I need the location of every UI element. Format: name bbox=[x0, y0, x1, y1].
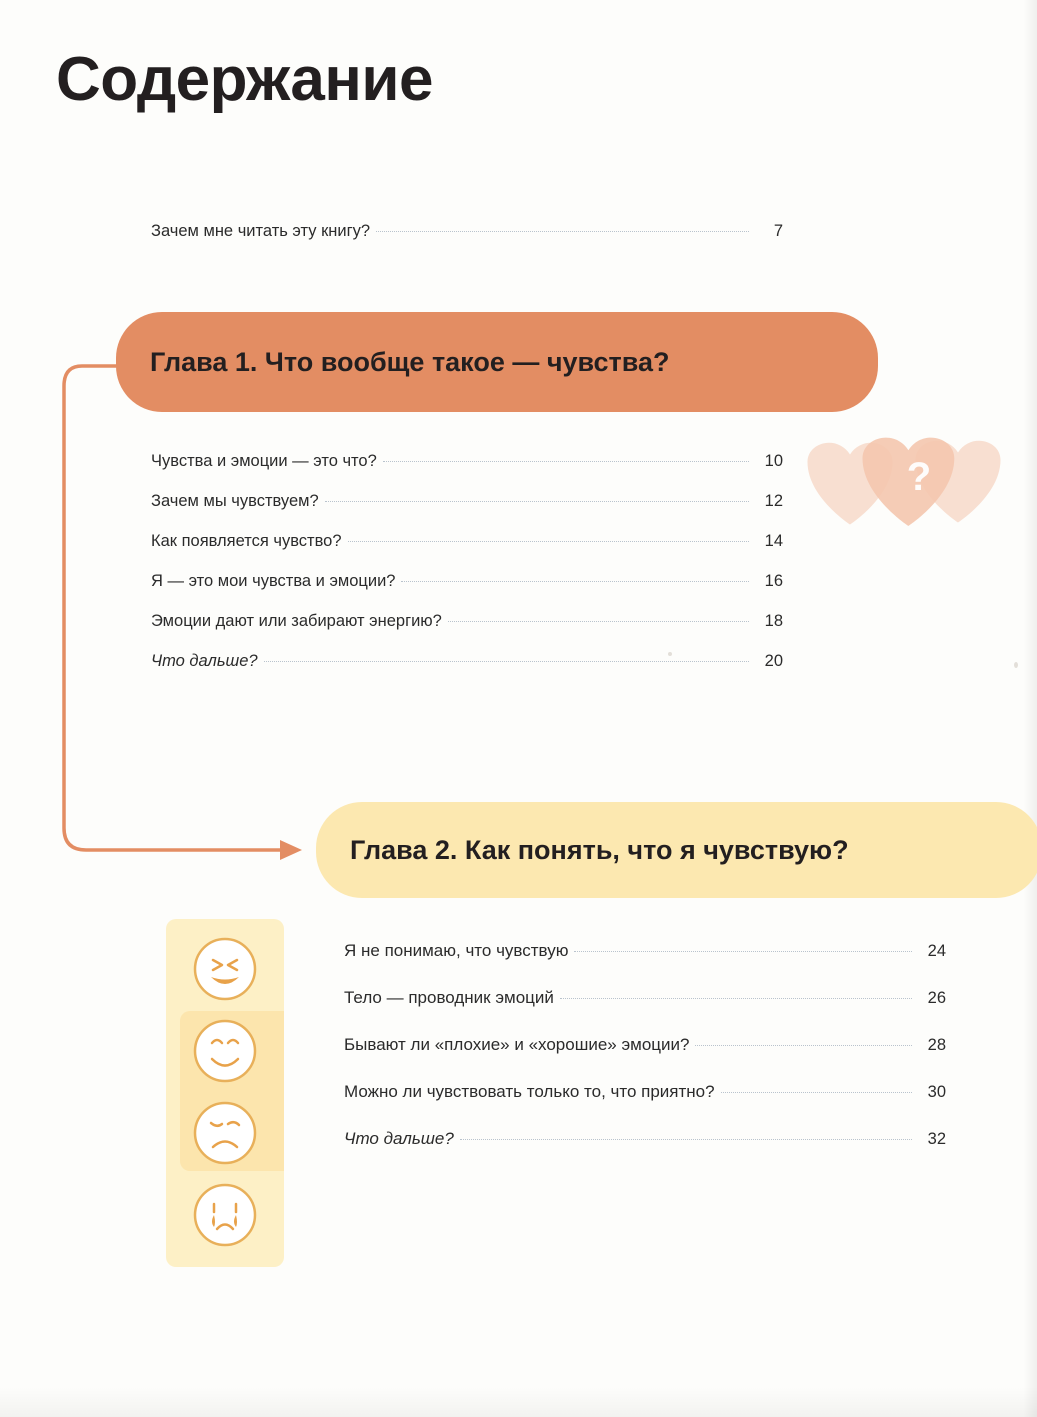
toc-entry-leader bbox=[560, 998, 912, 999]
toc-entry[interactable] bbox=[151, 452, 783, 471]
toc-entry-page: 30 bbox=[927, 1083, 946, 1101]
svg-text:?: ? bbox=[906, 455, 932, 499]
toc-entry-leader bbox=[574, 951, 912, 952]
toc-entry-title: Чувства и эмоции — это что? bbox=[151, 452, 377, 470]
toc-entry[interactable] bbox=[344, 1129, 946, 1149]
toc-entry[interactable] bbox=[344, 941, 946, 961]
toc-entry-leader bbox=[383, 461, 749, 462]
toc-entry-page: 32 bbox=[927, 1130, 946, 1148]
page-edge-shadow-bottom bbox=[0, 1387, 1037, 1417]
toc-entry-title: Зачем мы чувствуем? bbox=[151, 492, 319, 510]
toc-entry-page: 7 bbox=[773, 222, 783, 240]
toc-entry-leader bbox=[325, 501, 749, 502]
emoji-traffic-light-icon bbox=[166, 919, 284, 1267]
chapter-banner-2-label: Глава 2. Как понять, что я чувствую? bbox=[350, 834, 849, 865]
toc-entry[interactable] bbox=[151, 532, 783, 551]
toc-entry-title: Тело — проводник эмоций bbox=[344, 988, 554, 1007]
toc-list-chapter-1 bbox=[151, 452, 783, 692]
toc-entry-title: Что дальше? bbox=[344, 1129, 454, 1148]
toc-entry-intro[interactable] bbox=[151, 222, 783, 241]
toc-entry-leader bbox=[695, 1045, 912, 1046]
page-title: Содержание bbox=[56, 44, 433, 114]
toc-entry-page: 14 bbox=[764, 532, 783, 550]
toc-entry-leader bbox=[460, 1139, 912, 1140]
chapter-banner-1[interactable] bbox=[116, 312, 878, 412]
toc-entry-page: 26 bbox=[927, 989, 946, 1007]
toc-entry-leader bbox=[448, 621, 749, 622]
toc-entry-page: 20 bbox=[764, 652, 783, 670]
toc-entry-page: 12 bbox=[764, 492, 783, 510]
toc-entry-title: Зачем мне читать эту книгу? bbox=[151, 222, 371, 240]
toc-entry-leader bbox=[348, 541, 749, 542]
toc-entry-title: Я не понимаю, что чувствую bbox=[344, 941, 569, 960]
chapter-banner-2[interactable] bbox=[316, 802, 1037, 898]
toc-entry-title: Эмоции дают или забирают энергию? bbox=[151, 612, 442, 630]
toc-entry-page: 18 bbox=[764, 612, 783, 630]
toc-entry[interactable] bbox=[151, 652, 783, 671]
toc-entry[interactable] bbox=[151, 492, 783, 511]
toc-entry[interactable] bbox=[344, 988, 946, 1008]
toc-entry-page: 10 bbox=[764, 452, 783, 470]
toc-entry-leader bbox=[264, 661, 749, 662]
toc-entry-leader bbox=[401, 581, 749, 582]
toc-entry-title: Как появляется чувство? bbox=[151, 532, 342, 550]
question-hearts-icon bbox=[800, 424, 1037, 580]
toc-entry-page: 28 bbox=[927, 1036, 946, 1054]
toc-entry-leader bbox=[376, 231, 749, 232]
toc-list-chapter-2 bbox=[344, 941, 946, 1176]
toc-entry-page: 16 bbox=[764, 572, 783, 590]
toc-entry[interactable] bbox=[151, 572, 783, 591]
toc-entry-title: Я — это мои чувства и эмоции? bbox=[151, 572, 396, 590]
toc-entry-title: Бывают ли «плохие» и «хорошие» эмоции? bbox=[344, 1035, 690, 1054]
toc-entry-leader bbox=[721, 1092, 912, 1093]
scan-speck bbox=[1014, 662, 1018, 668]
toc-entry-title: Можно ли чувствовать только то, что приятно? bbox=[344, 1082, 715, 1101]
toc-entry-page: 24 bbox=[927, 942, 946, 960]
chapter-banner-1-label: Глава 1. Что вообще такое — чувства? bbox=[150, 346, 670, 377]
scan-speck bbox=[668, 652, 672, 656]
toc-entry[interactable] bbox=[344, 1082, 946, 1102]
toc-entry[interactable] bbox=[344, 1035, 946, 1055]
page-edge-shadow-right bbox=[1023, 0, 1037, 1417]
toc-entry[interactable] bbox=[151, 612, 783, 631]
toc-entry-title: Что дальше? bbox=[151, 652, 258, 670]
